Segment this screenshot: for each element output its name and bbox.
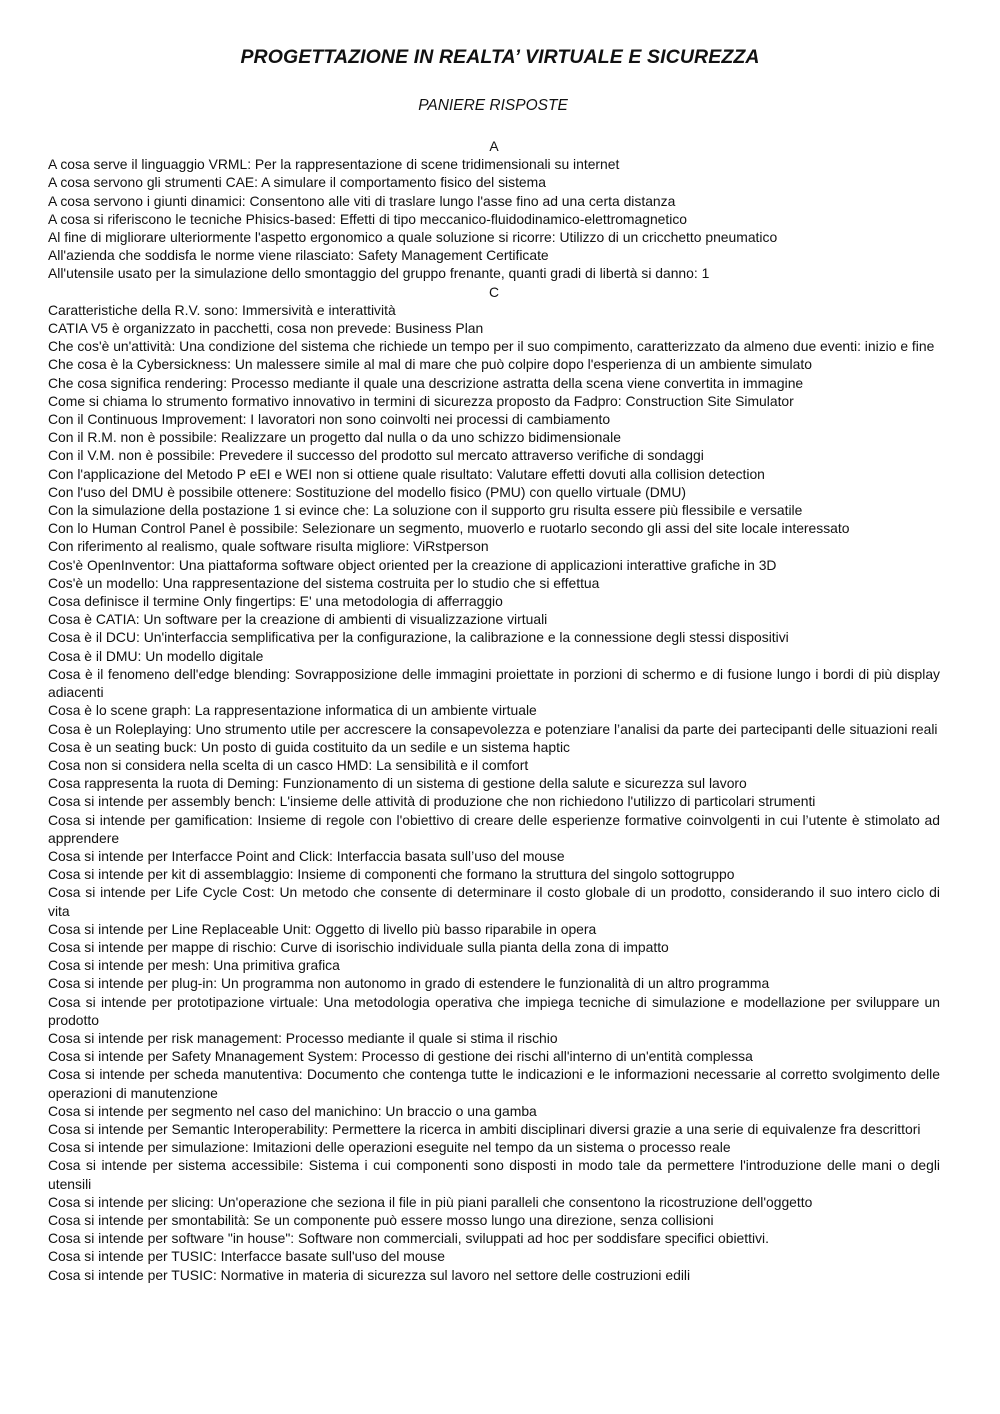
question-answer-item: Con la simulazione della postazione 1 si evince che: La soluzione con il supporto gru risulta essere più flessibile e versatile xyxy=(48,502,803,519)
document-subtitle: PANIERE RISPOSTE xyxy=(418,97,568,114)
question-answer-item: A cosa si riferiscono le tecniche Phisics-based: Effetti di tipo meccanico-fluidodinamico-elettromagnetico xyxy=(48,210,688,227)
question-answer-item: Cosa è il fenomeno dell'edge blending: Sovrapposizione delle immagini proiettate in porzioni di schermo e di fusione lungo i bordi di più display adiacenti xyxy=(48,665,940,701)
question-answer-item: Cosa è lo scene graph: La rappresentazione informatica di un ambiente virtuale xyxy=(48,702,537,719)
question-answer-item: Cosa è il DMU: Un modello digitale xyxy=(48,647,264,664)
question-answer-item: Cosa è un Roleplaying: Uno strumento utile per accrescere la consapevolezza e potenziare l’analisi da parte dei partecipanti delle situazioni reali xyxy=(48,720,938,737)
question-answer-item: Cosa definisce il termine Only fingertips: E' una metodologia di afferraggio xyxy=(48,593,503,610)
question-answer-item: All'utensile usato per la simulazione dello smontaggio del gruppo frenante, quanti gradi di libertà si danno: 1 xyxy=(48,265,710,282)
question-answer-item: Cosa si intende per risk management: Processo mediante il quale si stima il rischio xyxy=(48,1029,558,1046)
question-answer-item: Cosa si intende per segmento nel caso del manichino: Un braccio o una gamba xyxy=(48,1102,537,1119)
question-answer-item: Cosa si intende per assembly bench: L'insieme delle attività di produzione che non richiedono l'utilizzo di particolari strumenti xyxy=(48,793,816,810)
question-answer-item: Cosa si intende per TUSIC: Normative in materia di sicurezza sul lavoro nel settore delle costruzioni edili xyxy=(48,1266,691,1283)
question-answer-item: Che cos'è un'attività: Una condizione del sistema che richiede un tempo per il suo compimento, caratterizzato da almeno due eventi: inizio e fine xyxy=(48,338,935,355)
question-answer-item: Cosa si intende per simulazione: Imitazioni delle operazioni eseguite nel tempo da un sistema o processo reale xyxy=(48,1139,731,1156)
question-answer-item: Cosa si intende per mappe di rischio: Curve di isorischio individuale sulla pianta della zona di impatto xyxy=(48,938,669,955)
question-answer-item: Cosa è CATIA: Un software per la creazione di ambienti di visualizzazione virtuali xyxy=(48,611,548,628)
document-title: PROGETTAZIONE IN REALTA’ VIRTUALE E SICUREZZA xyxy=(240,46,760,68)
question-answer-item: Cosa si intende per smontabilità: Se un componente può essere mosso lungo una direzione, senza collisioni xyxy=(48,1211,714,1228)
question-answer-item: Cos'è OpenInventor: Una piattaforma software object oriented per la creazione di applicazioni interattive grafiche in 3D xyxy=(48,556,777,573)
question-answer-item: A cosa serve il linguaggio VRML: Per la rappresentazione di scene tridimensionali su internet xyxy=(48,156,620,173)
question-answer-item: Con il R.M. non è possibile: Realizzare un progetto dal nulla o da uno schizzo bidimensionale xyxy=(48,429,621,446)
question-answer-item: Al fine di migliorare ulteriormente l'aspetto ergonomico a quale soluzione si ricorre: Utilizzo di un cricchetto pneumatico xyxy=(48,229,778,246)
question-answer-item: Con l'applicazione del Metodo P eEI e WEI non si ottiene quale risultato: Valutare effetti dovuti alla collision detection xyxy=(48,465,765,482)
section-letter-heading: C xyxy=(488,283,500,300)
question-answer-item: Cosa si intende per software "in house": Software non commerciali, sviluppati ad hoc per soddisfare specifici obiettivi. xyxy=(48,1230,769,1247)
question-answer-item: Caratteristiche della R.V. sono: Immersività e interattività xyxy=(48,301,396,318)
question-answer-item: Cosa si intende per sistema accessibile: Sistema i cui componenti sono disposti in modo tale da permettere l'introduzione delle mani o degli utensili xyxy=(48,1157,940,1192)
section-letter-heading: A xyxy=(489,138,499,154)
answer-list xyxy=(48,137,940,1284)
question-answer-item: Cosa si intende per Safety Mnanagement System: Processo di gestione dei rischi all'interno di un'entità complessa xyxy=(48,1048,753,1065)
question-answer-item: Cosa si intende per mesh: Una primitiva grafica xyxy=(48,957,340,974)
question-answer-item: Cosa si intende per TUSIC: Interfacce basate sull'uso del mouse xyxy=(48,1248,445,1265)
question-answer-item: Con l'uso del DMU è possibile ottenere: Sostituzione del modello fisico (PMU) con quello virtuale (DMU) xyxy=(48,483,687,500)
question-answer-item: Con il Continuous Improvement: I lavoratori non sono coinvolti nei processi di cambiamento xyxy=(48,411,611,428)
question-answer-item: Cos'è un modello: Una rappresentazione del sistema costruita per lo studio che si effettua xyxy=(48,574,600,591)
question-answer-item: Con lo Human Control Panel è possibile: Selezionare un segmento, muoverlo e ruotarlo secondo gli assi del site locale interessato xyxy=(48,520,850,537)
question-answer-item: CATIA V5 è organizzato in pacchetti, cosa non prevede: Business Plan xyxy=(48,320,484,337)
question-answer-item: Cosa è un seating buck: Un posto di guida costituito da un sedile e un sistema haptic xyxy=(48,738,570,755)
question-answer-item: Cosa si intende per Life Cycle Cost: Un metodo che consente di determinare il costo globale di un prodotto, considerando il suo intero ciclo di vita xyxy=(48,884,940,919)
question-answer-item: Cosa si intende per slicing: Un'operazione che seziona il file in più piani paralleli che consentono la ricostruzione dell'oggetto xyxy=(48,1193,813,1210)
question-answer-item: Cosa si intende per gamification: Insieme di regole con l'obiettivo di creare delle esperienze formative coinvolgenti in cui l’utente è stimolato ad apprendere xyxy=(48,811,940,846)
question-answer-item: A cosa servono gli strumenti CAE: A simulare il comportamento fisico del sistema xyxy=(48,174,546,191)
question-answer-item: Cosa non si considera nella scelta di un casco HMD: La sensibilità e il comfort xyxy=(48,756,529,773)
question-answer-item: Che cosa significa rendering: Processo mediante il quale una descrizione astratta della scena viene convertita in immagine xyxy=(48,374,804,391)
question-answer-item: Cosa rappresenta la ruota di Deming: Funzionamento di un sistema di gestione della salute e sicurezza sul lavoro xyxy=(48,775,747,792)
question-answer-item: Cosa si intende per Semantic Interoperability: Permettere la ricerca in ambiti disciplinari diversi grazie a una serie di equivalenze fra descrittori xyxy=(48,1120,921,1137)
question-answer-item: Cosa si intende per Interfacce Point and Click: Interfaccia basata sull’uso del mouse xyxy=(48,847,565,864)
question-answer-item: Cosa si intende per scheda manutentiva: Documento che contenga tutte le indicazioni e le informazioni necessarie al corretto svolgimento delle operazioni di manutenzione xyxy=(48,1066,940,1101)
question-answer-item: Cosa è il DCU: Un'interfaccia semplificativa per la configurazione, la calibrazione e la connessione degli stessi dispositivi xyxy=(48,629,789,646)
question-answer-item: Cosa si intende per Line Replaceable Unit: Oggetto di livello più basso riparabile in opera xyxy=(48,920,597,937)
question-answer-item: All'azienda che soddisfa le norme viene rilasciato: Safety Management Certificate xyxy=(48,247,549,264)
question-answer-item: Cosa si intende per plug-in: Un programma non autonomo in grado di estendere le funzionalità di un altro programma xyxy=(48,975,770,992)
question-answer-item: Con riferimento al realismo, quale software risulta migliore: ViRstperson xyxy=(48,538,489,555)
question-answer-item: Cosa si intende per prototipazione virtuale: Una metodologia operativa che impiega tecniche di simulazione e modellazione per sviluppare un prodotto xyxy=(48,993,940,1028)
question-answer-item: A cosa servono i giunti dinamici: Consentono alle viti di traslare lungo l'asse fino ad una certa distanza xyxy=(48,192,676,209)
question-answer-item: Come si chiama lo strumento formativo innovativo in termini di sicurezza proposto da Fadpro: Construction Site Simulator xyxy=(48,392,794,409)
question-answer-item: Che cosa è la Cybersickness: Un malessere simile al mal di mare che può colpire dopo l'esperienza di un ambiente simulato xyxy=(48,356,812,373)
question-answer-item: Cosa si intende per kit di assemblaggio: Insieme di componenti che formano la struttura del singolo sottogruppo xyxy=(48,866,735,883)
question-answer-item: Con il V.M. non è possibile: Prevedere il successo del prodotto sul mercato attraverso verifiche di sondaggi xyxy=(48,447,704,464)
